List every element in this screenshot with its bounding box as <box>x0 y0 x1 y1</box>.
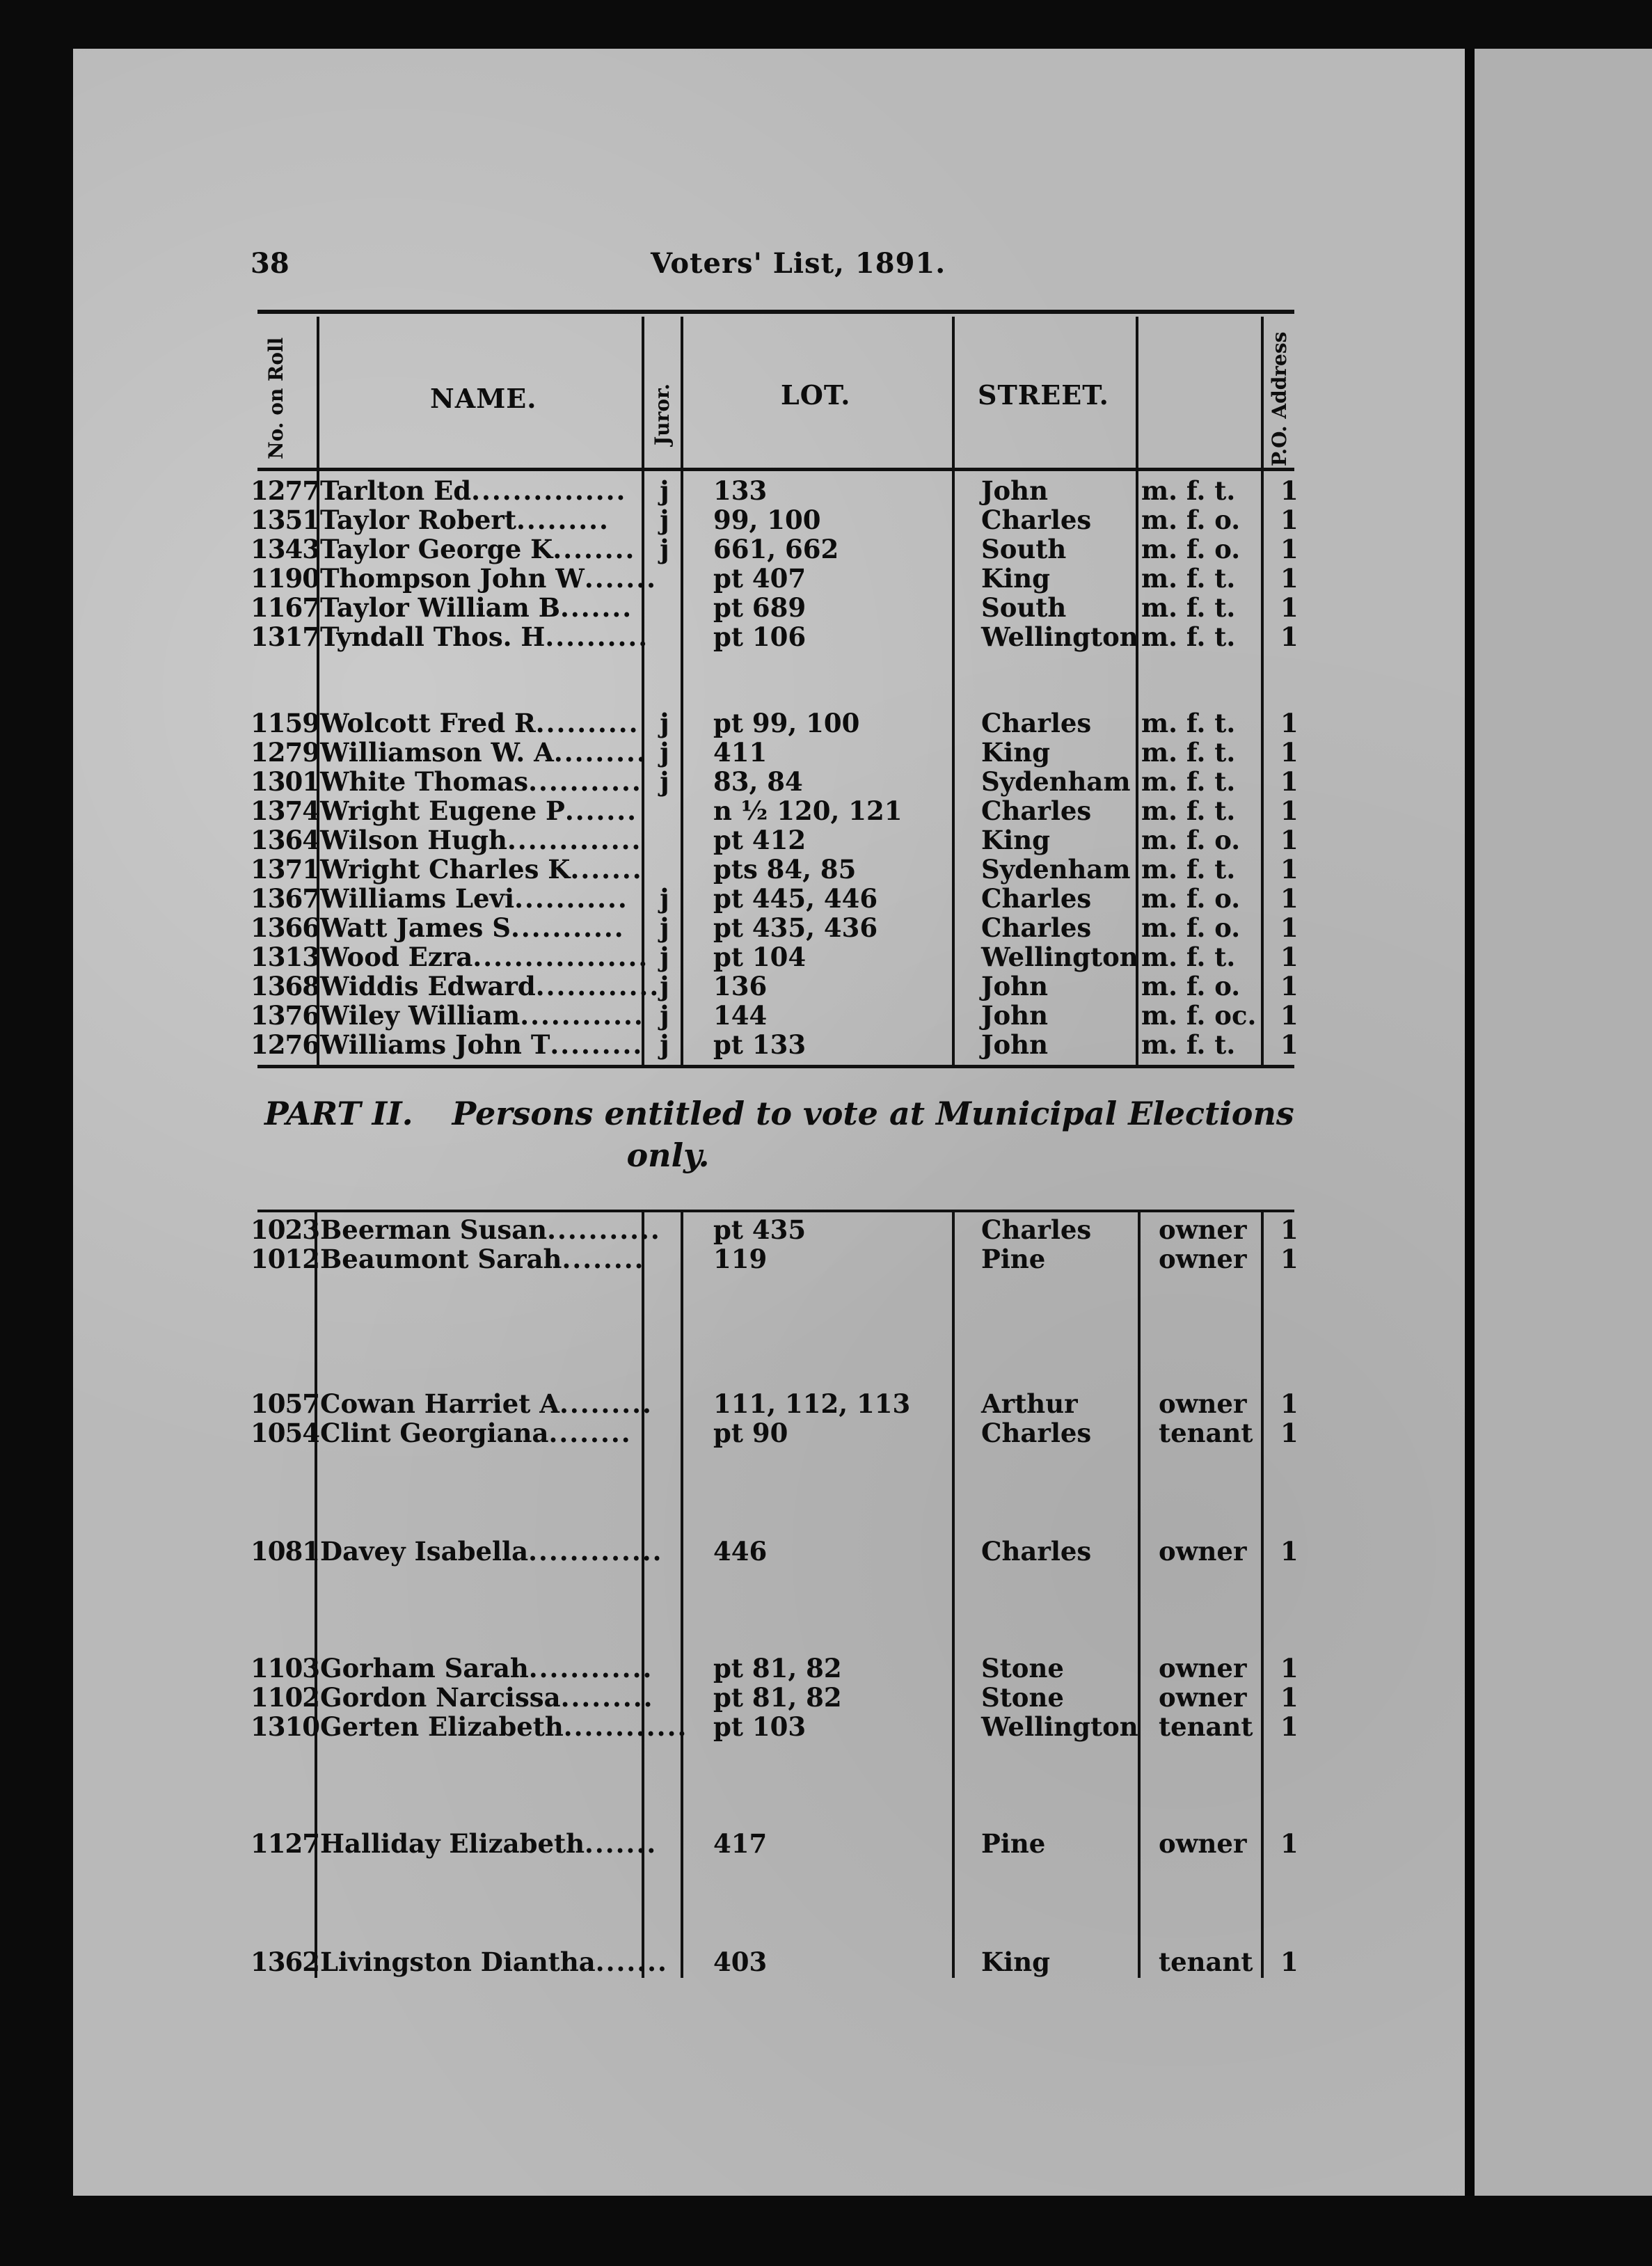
table-row: 1366 Watt James S........... j pt 435, 436 Charles m. f. o. 1 <box>251 912 1298 943</box>
table-row: 1159 Wolcott Fred R.......... j pt 99, 100 Charles m. f. t. 1 <box>251 708 1298 738</box>
table-row: 1190 Thompson John W....... pt 407 King m. f. t. 1 <box>251 563 1298 594</box>
table-row: 1367 Williams Levi........... j pt 445, 446 Charles m. f. o. 1 <box>251 883 1298 914</box>
p2-col-rule-lot <box>681 1212 683 1978</box>
table-row: 1276 Williams John T......... j pt 133 John m. f. t. 1 <box>251 1029 1298 1060</box>
col-head-juror: Juror. <box>651 383 674 445</box>
table-row: 1023 Beerman Susan........... pt 435 Charles owner 1 <box>251 1214 1298 1245</box>
table-row: 1057 Cowan Harriet A......... 111, 112, 113 Arthur owner 1 <box>251 1388 1298 1419</box>
page-number: 38 <box>251 247 289 280</box>
col-head-roll: No. on Roll <box>264 337 287 459</box>
table-row: 1279 Williamson W. A......... j 411 King m. f. t. 1 <box>251 737 1298 768</box>
table-row: 1127 Halliday Elizabeth....... 417 Pine owner 1 <box>251 1828 1298 1859</box>
table-row: 1277 Tarlton Ed............... j 133 John m. f. t. 1 <box>251 475 1298 506</box>
table-row: 1368 Widdis Edward............ j 136 John m. f. o. 1 <box>251 971 1298 1001</box>
table-row: 1012 Beaumont Sarah........ 119 Pine owner 1 <box>251 1244 1298 1274</box>
p2-col-rule-qual <box>1138 1212 1141 1978</box>
table-row: 1371 Wright Charles K....... pts 84, 85 Sydenham m. f. t. 1 <box>251 854 1298 885</box>
p2-col-rule-name <box>315 1212 317 1978</box>
table-row: 1362 Livingston Diantha....... 403 King tenant 1 <box>251 1947 1298 1977</box>
table-row: 1310 Gerten Elizabeth............ pt 103 Wellington tenant 1 <box>251 1711 1298 1742</box>
table-row: 1301 White Thomas........... j 83, 84 Sydenham m. f. t. 1 <box>251 766 1298 797</box>
table-row: 1102 Gordon Narcissa......... pt 81, 82 Stone owner 1 <box>251 1682 1298 1713</box>
table-row: 1376 Wiley William............ j 144 John m. f. oc. 1 <box>251 1000 1298 1031</box>
table-row: 1364 Wilson Hugh............. pt 412 King m. f. o. 1 <box>251 825 1298 855</box>
p2-col-rule-po <box>1261 1212 1264 1978</box>
page-title: Voters' List, 1891. <box>651 247 946 280</box>
book-gutter <box>1465 49 1475 2196</box>
table-row: 1081 Davey Isabella............. 446 Charles owner 1 <box>251 1536 1298 1567</box>
table-row: 1343 Taylor George K........ j 661, 662 South m. f. o. 1 <box>251 534 1298 564</box>
p2-col-rule-street <box>952 1212 955 1978</box>
col-head-po: P.O. Address <box>1268 331 1291 466</box>
part2-heading <box>264 1093 1294 1176</box>
col-head-name: NAME. <box>430 383 537 414</box>
part2-text-only: only. <box>626 1136 710 1174</box>
header-rule <box>257 468 1294 471</box>
table-row: 1351 Taylor Robert......... j 99, 100 Charles m. f. o. 1 <box>251 505 1298 535</box>
part1-bottom-rule <box>257 1065 1294 1068</box>
table-row: 1103 Gorham Sarah............ pt 81, 82 Stone owner 1 <box>251 1653 1298 1683</box>
part2-label: PART II. <box>264 1095 413 1132</box>
table-row: 1054 Clint Georgiana........ pt 90 Charles tenant 1 <box>251 1418 1298 1448</box>
top-rule <box>257 310 1294 314</box>
facing-page-edge <box>1475 49 1652 2196</box>
table-row: 1167 Taylor William B....... pt 689 South m. f. t. 1 <box>251 592 1298 623</box>
table-row: 1317 Tyndall Thos. H.......... pt 106 Wellington m. f. t. 1 <box>251 621 1298 652</box>
table-row: 1374 Wright Eugene P....... n ½ 120, 121 Charles m. f. t. 1 <box>251 795 1298 826</box>
table-row: 1313 Wood Ezra................. j pt 104 Wellington m. f. t. 1 <box>251 942 1298 972</box>
p2-col-rule-juror <box>642 1212 644 1978</box>
running-head <box>251 247 1294 282</box>
col-head-lot: LOT. <box>781 379 851 411</box>
col-head-street: STREET. <box>978 379 1109 411</box>
part2-text: Persons entitled to vote at Municipal Elections <box>452 1095 1294 1132</box>
